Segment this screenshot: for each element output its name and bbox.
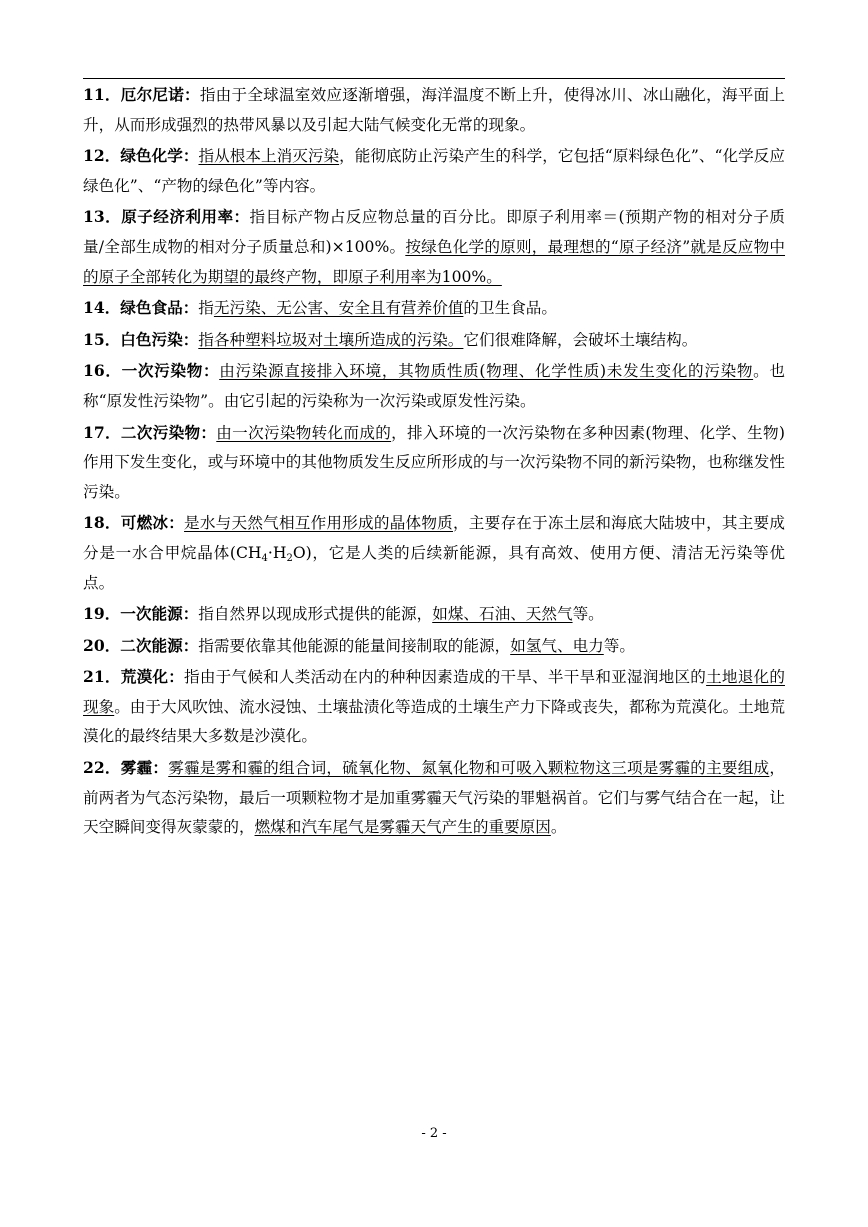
entry-colon: ：	[202, 361, 220, 381]
definition-entry	[83, 599, 785, 630]
entry-text: 等。	[572, 605, 604, 624]
definition-entry	[83, 80, 785, 140]
definition-entry	[83, 202, 785, 292]
entry-number: 12．	[83, 146, 121, 166]
entry-number: 17．	[83, 422, 121, 442]
entry-number: 13．	[83, 207, 122, 227]
definition-entry	[83, 293, 785, 324]
entry-number: 14．	[83, 298, 121, 318]
entry-term: 荒漠化	[120, 667, 169, 687]
entry-colon: ：	[168, 513, 185, 533]
definition-list	[83, 80, 785, 843]
entry-text: 指	[198, 299, 214, 318]
entry-text: 。	[550, 818, 567, 837]
definition-entry	[83, 631, 785, 662]
definition-entry	[83, 508, 785, 598]
entry-colon: ：	[182, 604, 199, 624]
underlined-text: 土地退化的现象	[83, 668, 785, 716]
entry-colon: ：	[182, 329, 199, 349]
entry-number: 19．	[83, 604, 121, 624]
entry-number: 16．	[83, 361, 122, 381]
formula-subscript: 4	[261, 552, 268, 564]
underlined-text: 按绿色化学的原则，最理想的“原子经济”就是反应物中的原子全部转化为期望的最终产物，即原子利用率为100%。	[83, 237, 786, 286]
entry-term: 原子经济利用率	[121, 207, 234, 227]
header-rule	[83, 78, 785, 79]
entry-term: 白色污染	[120, 329, 183, 349]
entry-number: 22．	[83, 758, 121, 778]
entry-text: ，前两者为气态污染物，最后一项颗粒物才是加重雾霾天气污染的罪魁祸首。它们与雾气结合在一起，让天空瞬间变得灰蒙蒙的，	[83, 759, 785, 837]
entry-text: ·H	[267, 543, 287, 562]
entry-term: 雾霾	[120, 758, 153, 778]
entry-text: 指由于全球温室效应逐渐增强，海洋温度不断上升，使得冰川、冰山融化，海平面上升，从而形成强烈的热带风暴以及引起大陆气候变化无常的现象。	[83, 86, 785, 134]
formula-subscript: 2	[286, 552, 293, 564]
entry-text: ，排入环境的一次污染物在多种因素(物理、化学、生物)作用下发生变化，或与环境中的其他物质发生反应所形成的与一次污染物不同的新污染物，也称继发性污染。	[83, 423, 785, 501]
entry-colon: ：	[182, 635, 199, 655]
underlined-text: 是水与天然气相互作用形成的晶体物质	[184, 514, 453, 533]
definition-entry	[83, 325, 785, 356]
entry-term: 厄尔尼诺	[120, 85, 185, 104]
underlined-text: 如氢气、电力	[510, 636, 604, 655]
entry-text: 它们很难降解，会破坏土壤结构。	[463, 330, 698, 349]
entry-number: 18．	[83, 513, 121, 533]
underlined-text: 燃煤和汽车尾气是雾霾天气产生的重要原因	[254, 818, 551, 837]
definition-entry	[83, 418, 785, 508]
entry-number: 11．	[83, 85, 121, 104]
definition-entry	[83, 141, 785, 201]
underlined-text: 由污染源直接排入环境，其物质性质(物理、化学性质)未发生变化的污染物	[219, 362, 754, 381]
entry-text: 指需要依靠其他能源的能量间接制取的能源，	[198, 636, 511, 655]
entry-colon: ：	[200, 422, 217, 442]
entry-colon: ：	[182, 146, 199, 166]
entry-term: 一次能源	[120, 604, 183, 624]
entry-text: O)，它是人类的后续新能源，具有高效、使用方便、清洁无污染等优点。	[83, 543, 785, 592]
entry-term: 绿色食品	[120, 298, 183, 318]
definition-entry	[83, 662, 785, 752]
entry-text: ，主要存在于冻土层和海底大陆坡中，其主要成分是一水合甲烷晶体(CH	[83, 514, 785, 562]
underlined-text: 雾霾是雾和霾的组合词，硫氧化物、氮氧化物和可吸入颗粒物这三项是雾霾的主要组成	[168, 759, 770, 778]
underlined-text: 无污染、无公害、安全且有营养价值	[213, 299, 464, 318]
entry-colon: ：	[184, 85, 200, 104]
underlined-text: 指各种塑料垃圾对土壤所造成的污染。	[198, 330, 464, 349]
page-number: - 2 -	[421, 1126, 447, 1141]
entry-colon: ：	[182, 298, 199, 318]
underlined-text: 指从根本上消灭污染	[198, 147, 340, 166]
entry-text: 指自然界以现成形式提供的能源，	[198, 605, 433, 624]
entry-text: 。由于大风吹蚀、流水浸蚀、土壤盐渍化等造成的土壤生产力下降或丧失，都称为荒漠化。土地荒漠化的最终结果大多数是沙漠化。	[83, 697, 785, 746]
entry-number: 21．	[83, 667, 121, 687]
entry-number: 15．	[83, 329, 121, 349]
definition-entry	[83, 753, 785, 843]
definition-entry	[83, 356, 785, 416]
entry-text: 的卫生食品。	[463, 299, 557, 318]
entry-text: ，能彻底防止污染产生的科学，它包括“原料绿色化”、“化学反应绿色化”、“产物的绿色化”等内容。	[83, 147, 785, 195]
entry-text: 指由于气候和人类活动在内的种种因素造成的干旱、半干旱和亚湿润地区的	[184, 668, 707, 687]
entry-term: 二次污染物	[120, 422, 201, 442]
entry-term: 绿色化学	[120, 146, 183, 166]
entry-term: 可燃冰	[120, 513, 169, 533]
entry-text: 。也称“原发性污染物”。由它引起的污染称为一次污染或原发性污染。	[83, 362, 785, 410]
entry-colon: ：	[233, 207, 250, 227]
entry-text: 指目标产物占反应物总量的百分比。即原子利用率＝(预期产物的相对分子质量/全部生成物的相对分子质量总和)×100%。	[83, 208, 785, 256]
entry-term: 二次能源	[120, 635, 183, 655]
underlined-text: 由一次污染物转化而成的	[216, 423, 392, 442]
entry-term: 一次污染物	[121, 361, 203, 381]
entry-text: 等。	[603, 636, 635, 655]
entry-colon: ：	[168, 667, 185, 687]
underlined-text: 如煤、石油、天然气	[432, 605, 573, 624]
entry-colon: ：	[152, 758, 169, 778]
entry-number: 20．	[83, 635, 121, 655]
